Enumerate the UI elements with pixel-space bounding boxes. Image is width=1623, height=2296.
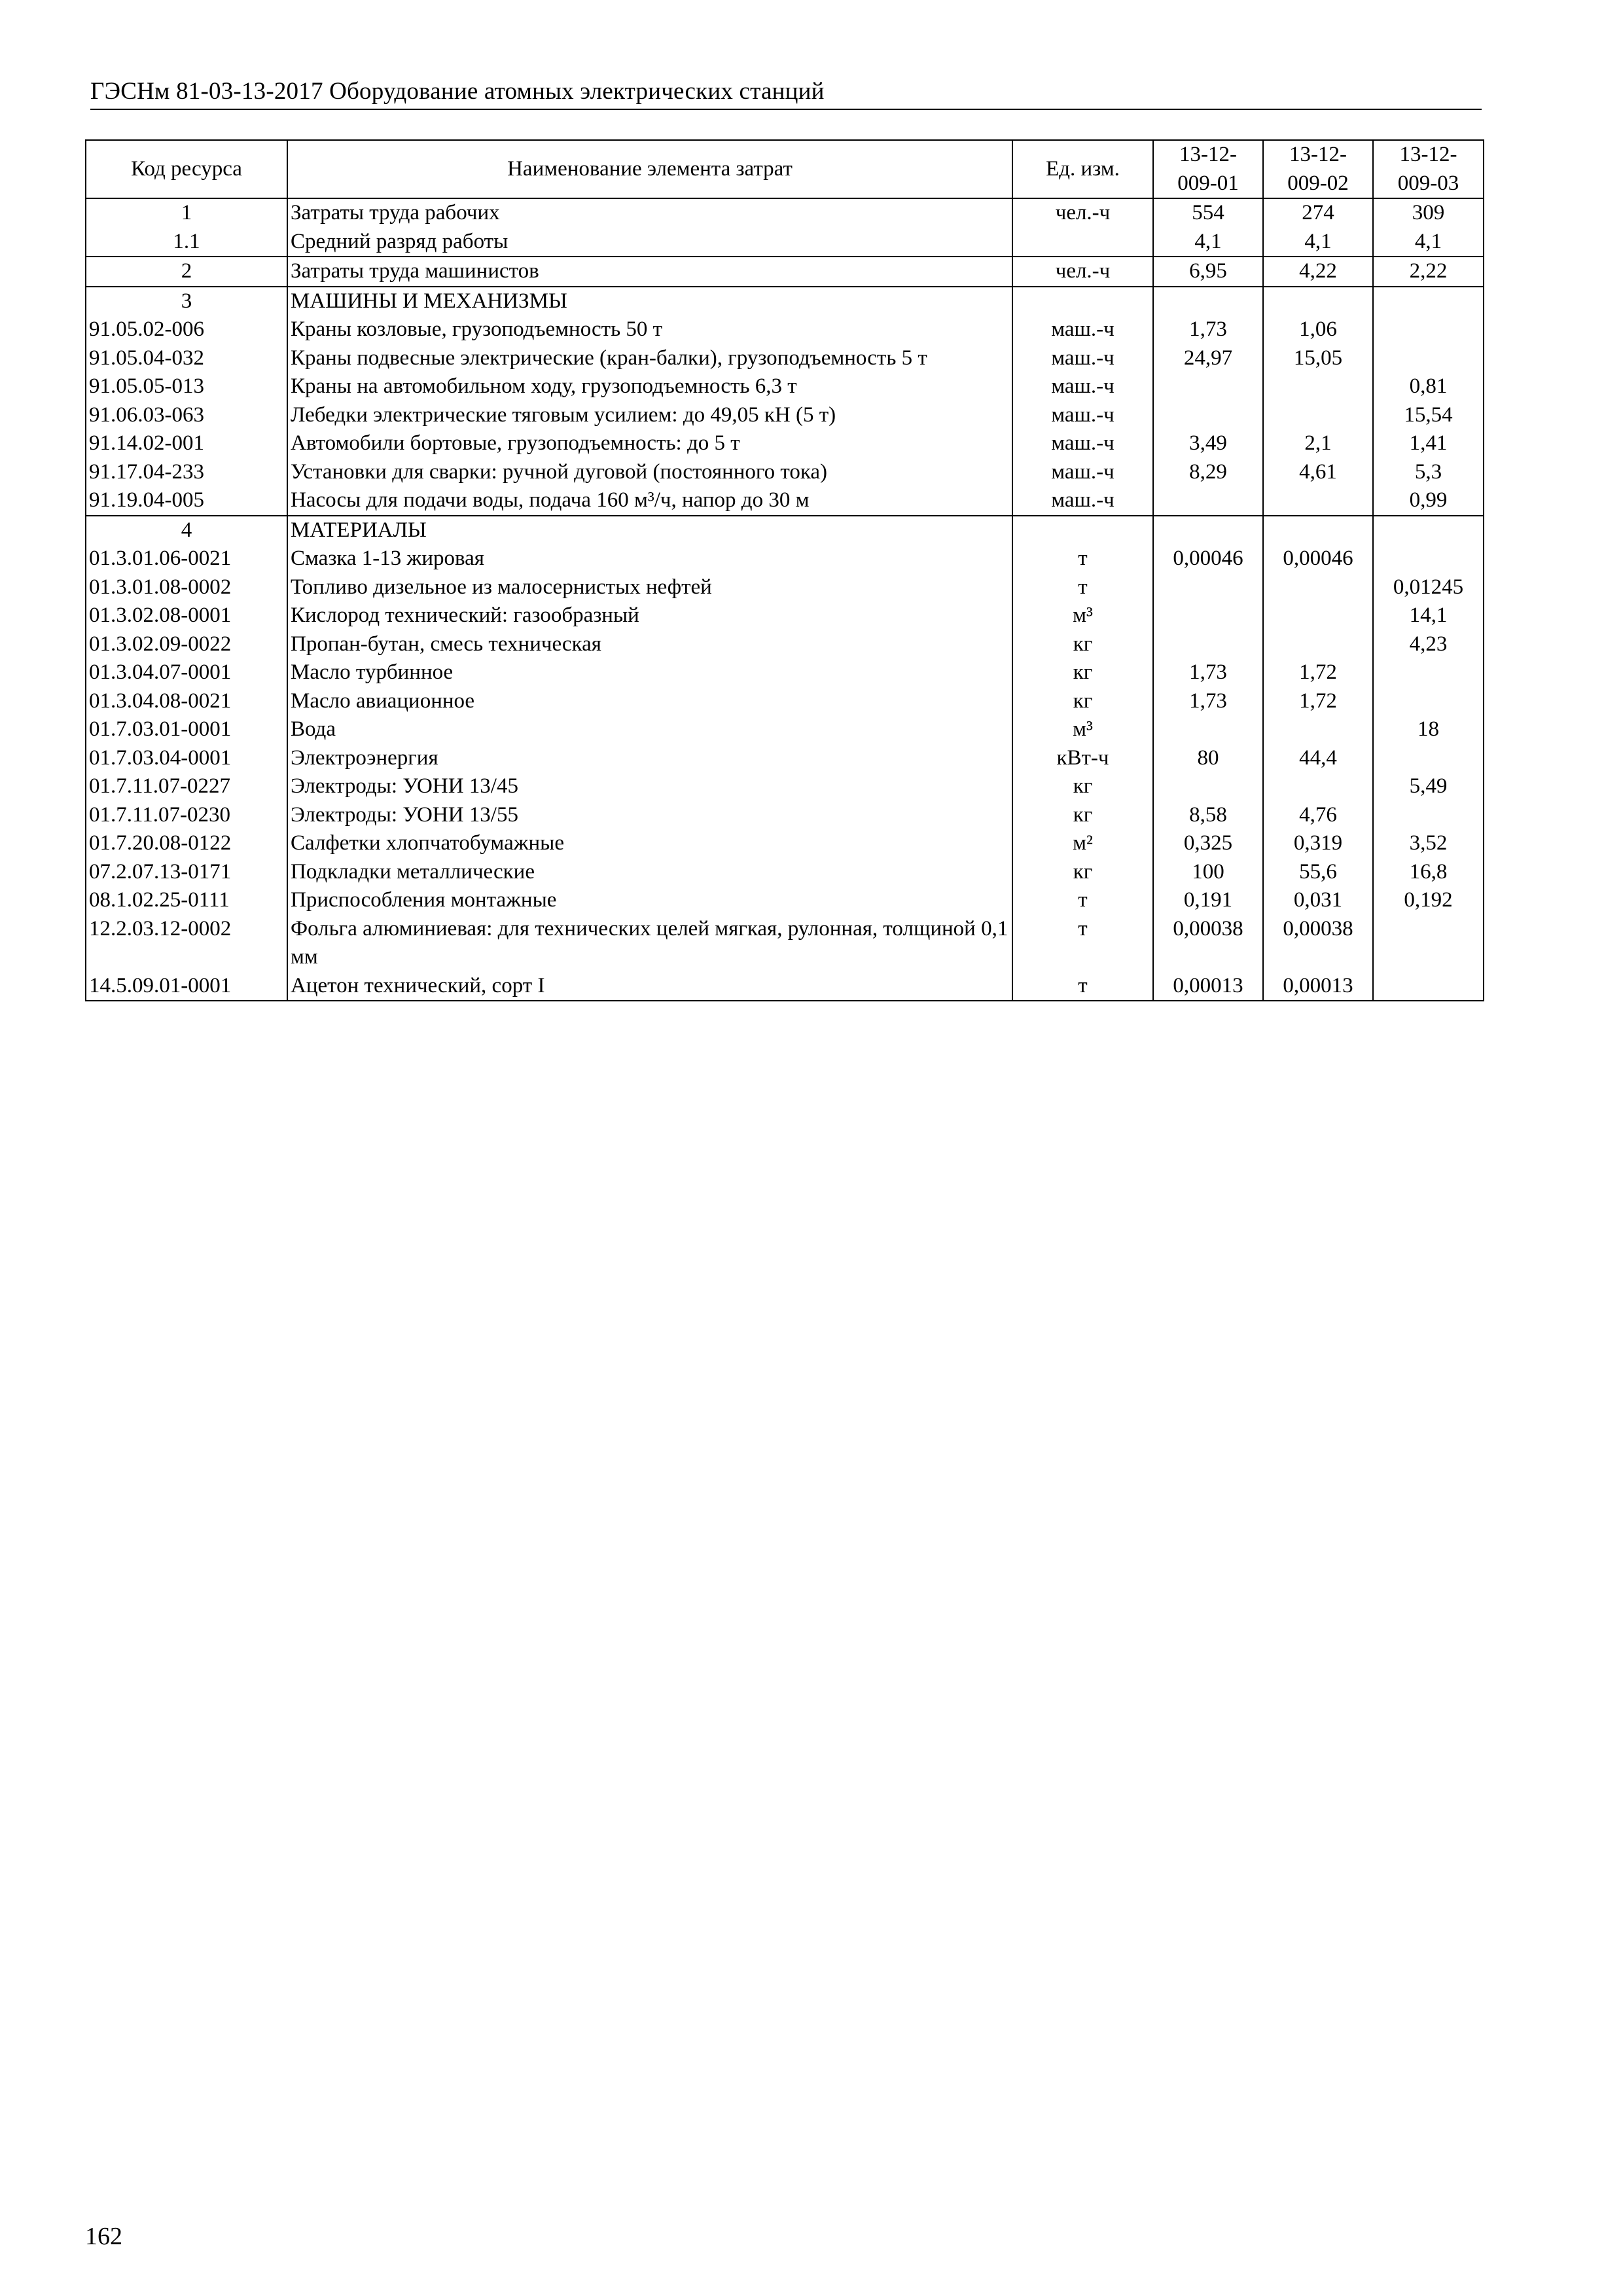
value-cell-009-02: 15,05	[1263, 344, 1373, 373]
value-cell-009-02	[1263, 715, 1373, 744]
resource-name-cell: Лебедки электрические тяговым усилием: до 49,05 кН (5 т)	[287, 401, 1012, 430]
resource-name-cell: Краны на автомобильном ходу, грузоподъемность 6,3 т	[287, 372, 1012, 401]
value-cell-009-02	[1263, 772, 1373, 801]
value-cell-009-02: 2,1	[1263, 429, 1373, 458]
table-row	[86, 687, 1484, 716]
resource-code-cell: 4	[86, 516, 287, 545]
value-cell-009-03	[1373, 287, 1484, 316]
resource-code-cell: 12.2.03.12-0002	[86, 915, 287, 972]
resource-name-cell: Краны козловые, грузоподъемность 50 т	[287, 315, 1012, 344]
value-cell-009-01: 554	[1153, 198, 1263, 228]
table-body	[86, 198, 1484, 1001]
table-row	[86, 744, 1484, 773]
resource-name-cell: Салфетки хлопчатобумажные	[287, 829, 1012, 858]
resource-table	[85, 139, 1484, 1001]
value-cell-009-03	[1373, 687, 1484, 716]
resource-code-cell: 1	[86, 198, 287, 228]
value-cell-009-03	[1373, 658, 1484, 687]
unit-cell	[1012, 516, 1153, 545]
resource-name-cell: Кислород технический: газообразный	[287, 601, 1012, 630]
header-col-3: 13-12- 009-03	[1373, 140, 1484, 198]
value-cell-009-03	[1373, 545, 1484, 573]
value-cell-009-03: 309	[1373, 198, 1484, 228]
value-cell-009-02: 44,4	[1263, 744, 1373, 773]
table-row	[86, 401, 1484, 430]
unit-cell: маш.-ч	[1012, 401, 1153, 430]
unit-cell: т	[1012, 915, 1153, 972]
table-row	[86, 486, 1484, 516]
value-cell-009-01	[1153, 372, 1263, 401]
value-cell-009-02: 1,06	[1263, 315, 1373, 344]
table-row	[86, 858, 1484, 887]
resource-name-cell: Вода	[287, 715, 1012, 744]
value-cell-009-01	[1153, 573, 1263, 602]
unit-cell: т	[1012, 886, 1153, 915]
unit-cell: т	[1012, 972, 1153, 1001]
table-row	[86, 545, 1484, 573]
resource-name-cell: МАШИНЫ И МЕХАНИЗМЫ	[287, 287, 1012, 316]
unit-cell: маш.-ч	[1012, 344, 1153, 373]
resource-code-cell: 01.3.01.08-0002	[86, 573, 287, 602]
unit-cell: маш.-ч	[1012, 486, 1153, 516]
value-cell-009-01: 0,00013	[1153, 972, 1263, 1001]
unit-cell: кг	[1012, 858, 1153, 887]
table-row	[86, 715, 1484, 744]
resource-code-cell: 2	[86, 257, 287, 287]
unit-cell: кг	[1012, 658, 1153, 687]
value-cell-009-01: 1,73	[1153, 658, 1263, 687]
value-cell-009-02: 1,72	[1263, 658, 1373, 687]
value-cell-009-02	[1263, 516, 1373, 545]
resource-code-cell: 91.05.04-032	[86, 344, 287, 373]
resource-code-cell: 01.3.02.08-0001	[86, 601, 287, 630]
unit-cell	[1012, 228, 1153, 257]
value-cell-009-01: 100	[1153, 858, 1263, 887]
value-cell-009-01: 3,49	[1153, 429, 1263, 458]
table-row	[86, 315, 1484, 344]
table-header-row	[86, 140, 1484, 198]
unit-cell: маш.-ч	[1012, 315, 1153, 344]
value-cell-009-03: 15,54	[1373, 401, 1484, 430]
value-cell-009-01	[1153, 516, 1263, 545]
value-cell-009-02: 0,00038	[1263, 915, 1373, 972]
table-row	[86, 915, 1484, 972]
value-cell-009-03: 18	[1373, 715, 1484, 744]
page-header-title: ГЭСНм 81-03-13-2017 Оборудование атомных электрических станций	[90, 77, 1482, 110]
table-row	[86, 630, 1484, 659]
table-row	[86, 372, 1484, 401]
table-row	[86, 287, 1484, 316]
unit-cell: маш.-ч	[1012, 429, 1153, 458]
unit-cell: т	[1012, 573, 1153, 602]
resource-code-cell: 01.7.11.07-0227	[86, 772, 287, 801]
value-cell-009-03: 5,49	[1373, 772, 1484, 801]
unit-cell: маш.-ч	[1012, 458, 1153, 487]
unit-cell	[1012, 287, 1153, 316]
value-cell-009-02: 0,031	[1263, 886, 1373, 915]
table-row	[86, 601, 1484, 630]
value-cell-009-02: 55,6	[1263, 858, 1373, 887]
table-row	[86, 886, 1484, 915]
value-cell-009-01: 80	[1153, 744, 1263, 773]
value-cell-009-03: 0,99	[1373, 486, 1484, 516]
value-cell-009-02	[1263, 486, 1373, 516]
value-cell-009-01: 24,97	[1153, 344, 1263, 373]
resource-name-cell: Электроды: УОНИ 13/45	[287, 772, 1012, 801]
value-cell-009-02	[1263, 630, 1373, 659]
value-cell-009-02	[1263, 287, 1373, 316]
value-cell-009-01	[1153, 630, 1263, 659]
resource-name-cell: Затраты труда машинистов	[287, 257, 1012, 287]
resource-name-cell: Масло турбинное	[287, 658, 1012, 687]
resource-code-cell: 01.7.11.07-0230	[86, 801, 287, 830]
resource-code-cell: 01.3.04.08-0021	[86, 687, 287, 716]
unit-cell: кг	[1012, 801, 1153, 830]
value-cell-009-01	[1153, 715, 1263, 744]
unit-cell: кг	[1012, 772, 1153, 801]
resource-code-cell: 01.3.04.07-0001	[86, 658, 287, 687]
resource-code-cell: 3	[86, 287, 287, 316]
value-cell-009-01	[1153, 772, 1263, 801]
value-cell-009-02: 4,1	[1263, 228, 1373, 257]
value-cell-009-02: 4,76	[1263, 801, 1373, 830]
table-row	[86, 972, 1484, 1001]
header-name: Наименование элемента затрат	[287, 140, 1012, 198]
resource-code-cell: 01.7.03.04-0001	[86, 744, 287, 773]
unit-cell: кг	[1012, 687, 1153, 716]
header-col-1: 13-12- 009-01	[1153, 140, 1263, 198]
value-cell-009-01	[1153, 401, 1263, 430]
resource-name-cell: Ацетон технический, сорт I	[287, 972, 1012, 1001]
resource-code-cell: 01.3.02.09-0022	[86, 630, 287, 659]
value-cell-009-01: 0,191	[1153, 886, 1263, 915]
value-cell-009-03: 14,1	[1373, 601, 1484, 630]
resource-name-cell: Приспособления монтажные	[287, 886, 1012, 915]
unit-cell: чел.-ч	[1012, 198, 1153, 228]
unit-cell: кВт-ч	[1012, 744, 1153, 773]
resource-name-cell: Подкладки металлические	[287, 858, 1012, 887]
value-cell-009-02: 274	[1263, 198, 1373, 228]
value-cell-009-01: 1,73	[1153, 315, 1263, 344]
value-cell-009-03	[1373, 915, 1484, 972]
resource-code-cell: 91.14.02-001	[86, 429, 287, 458]
value-cell-009-01: 0,00046	[1153, 545, 1263, 573]
resource-code-cell: 01.3.01.06-0021	[86, 545, 287, 573]
resource-code-cell: 01.7.20.08-0122	[86, 829, 287, 858]
resource-code-cell: 91.06.03-063	[86, 401, 287, 430]
resource-code-cell: 14.5.09.01-0001	[86, 972, 287, 1001]
table-row	[86, 458, 1484, 487]
table-row	[86, 198, 1484, 228]
resource-name-cell: Средний разряд работы	[287, 228, 1012, 257]
value-cell-009-01: 0,325	[1153, 829, 1263, 858]
value-cell-009-03: 5,3	[1373, 458, 1484, 487]
value-cell-009-01: 8,29	[1153, 458, 1263, 487]
table-row	[86, 829, 1484, 858]
value-cell-009-03: 0,81	[1373, 372, 1484, 401]
resource-code-cell: 1.1	[86, 228, 287, 257]
unit-cell: м³	[1012, 601, 1153, 630]
table-row	[86, 573, 1484, 602]
resource-code-cell: 91.05.05-013	[86, 372, 287, 401]
value-cell-009-03	[1373, 516, 1484, 545]
value-cell-009-01: 6,95	[1153, 257, 1263, 287]
value-cell-009-03: 16,8	[1373, 858, 1484, 887]
value-cell-009-03	[1373, 315, 1484, 344]
table-row	[86, 228, 1484, 257]
resource-name-cell: Электроды: УОНИ 13/55	[287, 801, 1012, 830]
value-cell-009-03: 0,192	[1373, 886, 1484, 915]
resource-code-cell: 91.17.04-233	[86, 458, 287, 487]
value-cell-009-02: 0,00013	[1263, 972, 1373, 1001]
resource-name-cell: Смазка 1-13 жировая	[287, 545, 1012, 573]
page-number: 162	[85, 2223, 122, 2250]
table-row	[86, 516, 1484, 545]
unit-cell: кг	[1012, 630, 1153, 659]
resource-code-cell: 07.2.07.13-0171	[86, 858, 287, 887]
header-col-2: 13-12- 009-02	[1263, 140, 1373, 198]
table-row	[86, 257, 1484, 287]
value-cell-009-03: 4,23	[1373, 630, 1484, 659]
value-cell-009-01: 0,00038	[1153, 915, 1263, 972]
table-row	[86, 772, 1484, 801]
value-cell-009-01: 8,58	[1153, 801, 1263, 830]
resource-code-cell: 08.1.02.25-0111	[86, 886, 287, 915]
value-cell-009-01	[1153, 486, 1263, 516]
unit-cell: м³	[1012, 715, 1153, 744]
resource-code-cell: 91.05.02-006	[86, 315, 287, 344]
resource-code-cell: 91.19.04-005	[86, 486, 287, 516]
resource-name-cell: Пропан-бутан, смесь техническая	[287, 630, 1012, 659]
resource-name-cell: Затраты труда рабочих	[287, 198, 1012, 228]
unit-cell: т	[1012, 545, 1153, 573]
table-row	[86, 658, 1484, 687]
value-cell-009-03	[1373, 744, 1484, 773]
value-cell-009-01	[1153, 601, 1263, 630]
value-cell-009-02	[1263, 401, 1373, 430]
value-cell-009-02	[1263, 601, 1373, 630]
resource-name-cell: Электроэнергия	[287, 744, 1012, 773]
value-cell-009-02: 4,22	[1263, 257, 1373, 287]
resource-name-cell: Масло авиационное	[287, 687, 1012, 716]
resource-name-cell: МАТЕРИАЛЫ	[287, 516, 1012, 545]
value-cell-009-03	[1373, 801, 1484, 830]
value-cell-009-03: 0,01245	[1373, 573, 1484, 602]
value-cell-009-02	[1263, 573, 1373, 602]
value-cell-009-02	[1263, 372, 1373, 401]
value-cell-009-02: 1,72	[1263, 687, 1373, 716]
value-cell-009-02: 0,00046	[1263, 545, 1373, 573]
resource-name-cell: Автомобили бортовые, грузоподъемность: до 5 т	[287, 429, 1012, 458]
header-unit: Ед. изм.	[1012, 140, 1153, 198]
value-cell-009-03: 2,22	[1373, 257, 1484, 287]
resource-name-cell: Фольга алюминиевая: для технических целей мягкая, рулонная, толщиной 0,1 мм	[287, 915, 1012, 972]
value-cell-009-03: 1,41	[1373, 429, 1484, 458]
resource-name-cell: Насосы для подачи воды, подача 160 м³/ч, напор до 30 м	[287, 486, 1012, 516]
table-row	[86, 344, 1484, 373]
value-cell-009-02: 4,61	[1263, 458, 1373, 487]
table-row	[86, 801, 1484, 830]
value-cell-009-02: 0,319	[1263, 829, 1373, 858]
value-cell-009-01	[1153, 287, 1263, 316]
unit-cell: маш.-ч	[1012, 372, 1153, 401]
resource-name-cell: Краны подвесные электрические (кран-балки), грузоподъемность 5 т	[287, 344, 1012, 373]
value-cell-009-03	[1373, 344, 1484, 373]
unit-cell: м²	[1012, 829, 1153, 858]
header-code: Код ресурса	[86, 140, 287, 198]
value-cell-009-03: 3,52	[1373, 829, 1484, 858]
value-cell-009-01: 1,73	[1153, 687, 1263, 716]
value-cell-009-03	[1373, 972, 1484, 1001]
resource-code-cell: 01.7.03.01-0001	[86, 715, 287, 744]
resource-name-cell: Установки для сварки: ручной дуговой (постоянного тока)	[287, 458, 1012, 487]
resource-name-cell: Топливо дизельное из малосернистых нефтей	[287, 573, 1012, 602]
table-row	[86, 429, 1484, 458]
value-cell-009-03: 4,1	[1373, 228, 1484, 257]
value-cell-009-01: 4,1	[1153, 228, 1263, 257]
unit-cell: чел.-ч	[1012, 257, 1153, 287]
